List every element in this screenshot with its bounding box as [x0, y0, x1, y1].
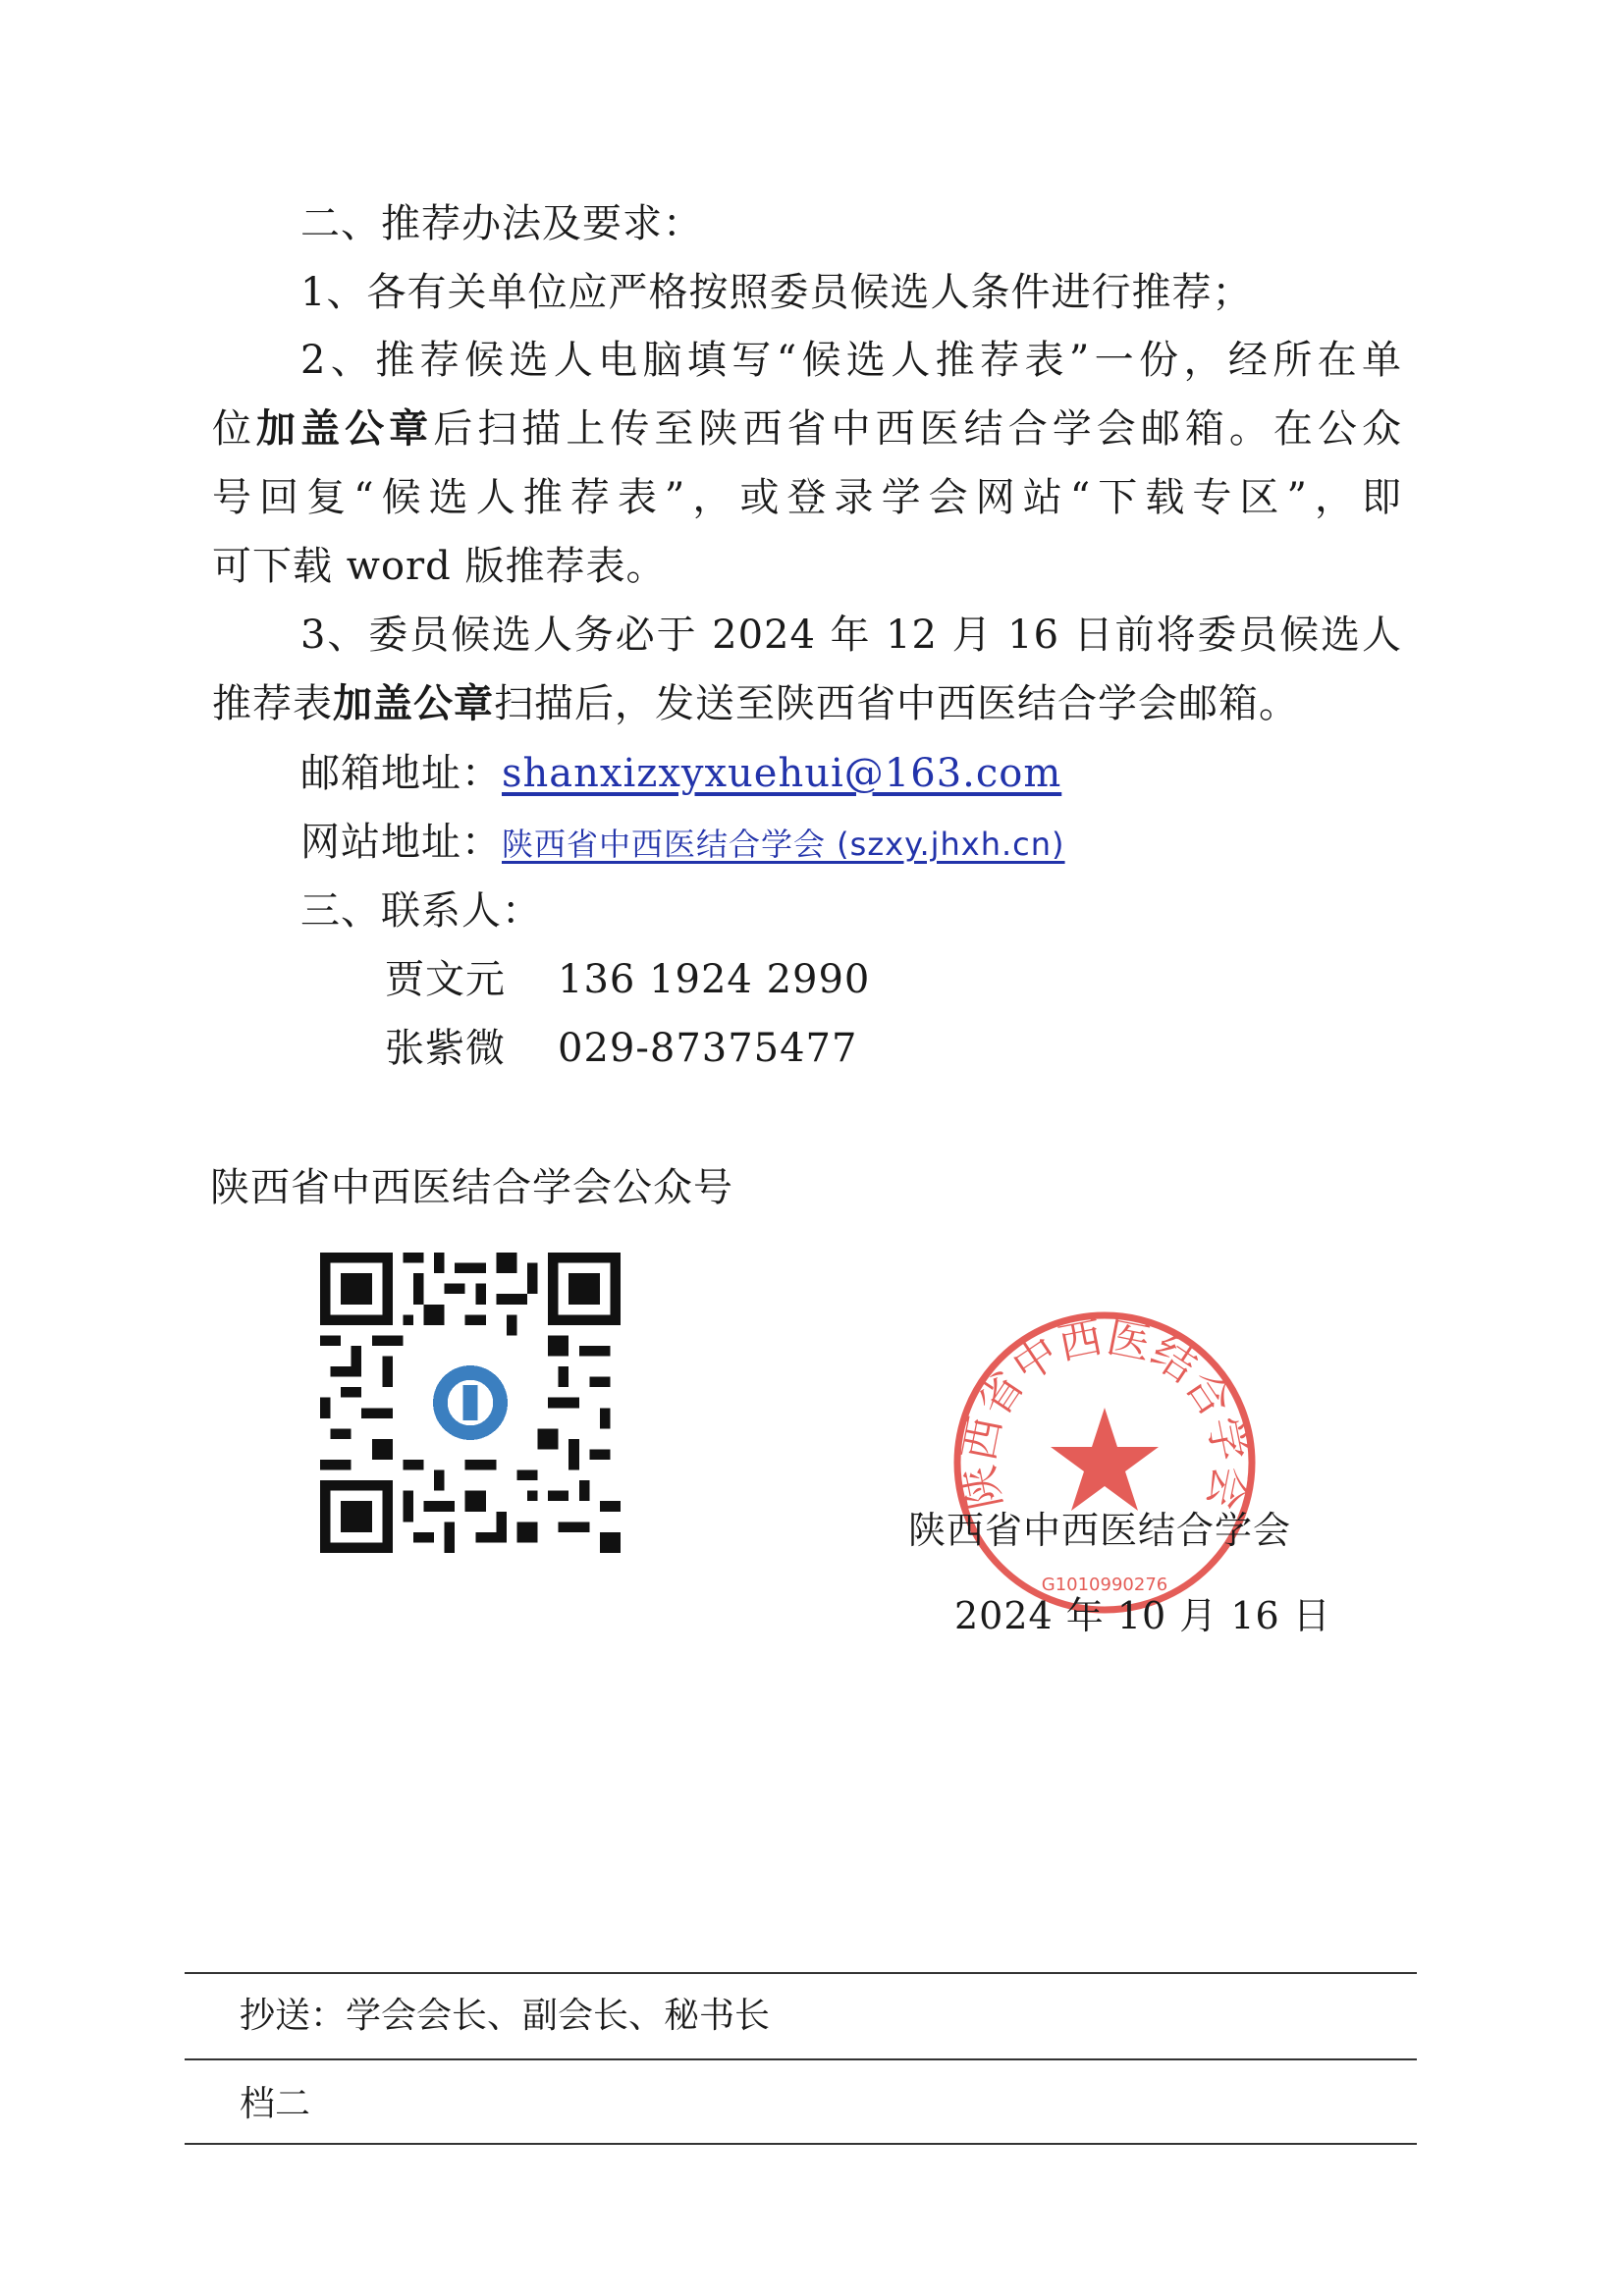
website-label: 网站地址：: [300, 820, 502, 865]
footer-divider-bottom: [185, 2143, 1417, 2145]
website-row: [300, 820, 1065, 865]
text-span: 推荐表: [212, 681, 333, 726]
signature-org: 陕西省中西医结合学会: [908, 1509, 1292, 1552]
paragraph-item-3-line-1: 3、委员候选人务必于 2024 年 12 月 16 日前将委员候选人: [300, 613, 1402, 658]
paragraph-item-1: 1、各有关单位应严格按照委员候选人条件进行推荐；: [300, 270, 1253, 315]
email-label: 邮箱地址：: [300, 751, 502, 796]
svg-text:G1010990276: G1010990276: [1041, 1575, 1168, 1595]
paragraph-item-2-line-1: 2、推荐候选人电脑填写“候选人推荐表”一份，经所在单: [300, 338, 1402, 383]
paragraph-item-2-line-3: 号回复“候选人推荐表”，或登录学会网站“下载专区”，即: [212, 475, 1402, 520]
paragraph-item-3-line-2: [212, 680, 1299, 726]
footer-divider-top: [185, 1972, 1417, 1974]
contact-name: 贾文元: [385, 957, 506, 1002]
paragraph-item-2-line-2: [212, 405, 1403, 452]
contact-phone: 029-87375477: [558, 1026, 858, 1071]
email-link[interactable]: shanxizxyxuehui@163.com: [502, 751, 1062, 796]
wechat-label: 陕西省中西医结合学会公众号: [210, 1165, 733, 1210]
contact-row: [385, 957, 871, 1002]
paragraph-item-2-line-4: 可下载 word 版推荐表。: [212, 544, 667, 589]
archive-label: 档二: [240, 2084, 311, 2124]
qr-code-image: [320, 1253, 621, 1553]
bold-text: 加盖公章: [333, 680, 494, 726]
contact-name: 张紫微: [385, 1026, 506, 1071]
contact-phone: 136 1924 2990: [558, 957, 871, 1002]
bold-text: 加盖公章: [256, 405, 434, 452]
footer-divider-middle: [185, 2058, 1417, 2060]
cc-list: 抄送：学会会长、副会长、秘书长: [240, 1996, 771, 2036]
text-span: 位: [212, 406, 257, 452]
official-seal-stamp: [947, 1306, 1262, 1620]
svg-text:陕西省中西医结合学会: 陕西省中西医结合学会: [953, 1311, 1256, 1514]
email-row: [300, 751, 1062, 796]
signature-date: 2024 年 10 月 16 日: [954, 1594, 1331, 1637]
contact-heading: 三、联系人：: [300, 888, 542, 934]
section-heading: 二、推荐办法及要求：: [300, 201, 703, 246]
website-link[interactable]: 陕西省中西医结合学会 (szxy.jhxh.cn): [502, 826, 1065, 863]
text-span: 扫描后，发送至陕西省中西医结合学会邮箱。: [494, 681, 1299, 726]
contact-row: [385, 1026, 858, 1071]
text-span: 后扫描上传至陕西省中西医结合学会邮箱。在公众: [433, 406, 1403, 452]
